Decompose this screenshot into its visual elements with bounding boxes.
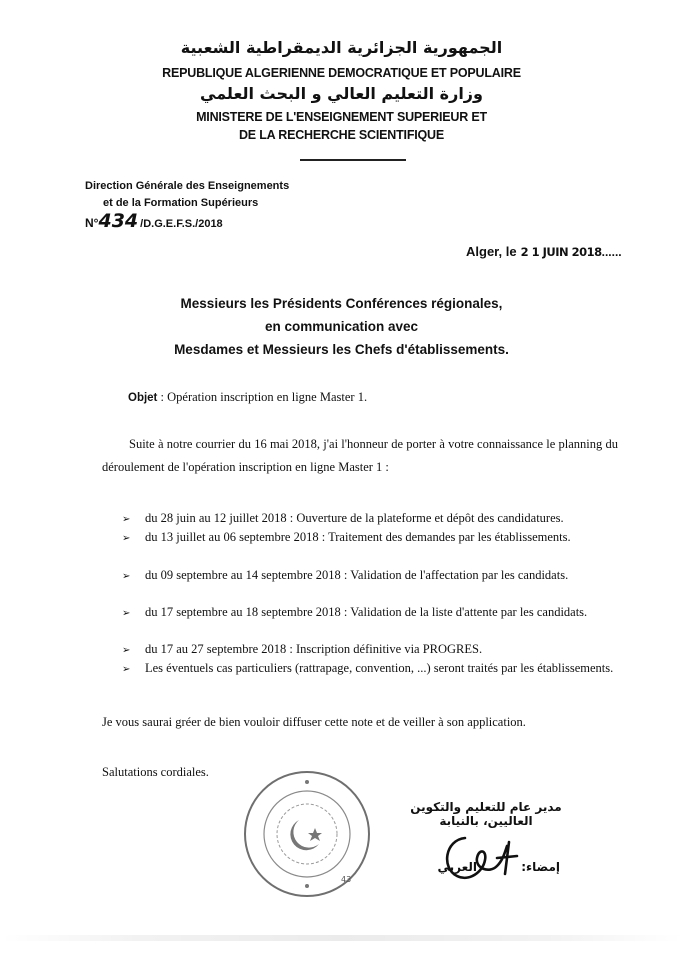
reference-number <box>85 210 223 232</box>
signatory-name <box>380 860 560 874</box>
signatory-name-value: العربي <box>437 860 477 874</box>
schedule-item: Les éventuels cas particuliers (rattrapage, convention, ...) seront traités par les établissements. <box>145 661 614 675</box>
bullet-icon: ➢ <box>122 664 131 675</box>
schedule-item: du 13 juillet au 06 septembre 2018 : Traitement des demandes par les établissements. <box>145 530 571 544</box>
salutation: Salutations cordiales. <box>102 765 209 779</box>
signatory-name-prefix: إمضاء: <box>521 860 560 874</box>
recipients-line3: Mesdames et Messieurs les Chefs d'établissements. <box>174 342 509 357</box>
official-stamp <box>241 768 373 900</box>
signature-scribble <box>435 828 525 888</box>
bullet-icon: ➢ <box>122 514 131 525</box>
place-label: Alger, le <box>466 244 517 259</box>
place-date <box>466 243 622 261</box>
recipients-line1: Messieurs les Présidents Conférences régionales, <box>180 296 503 311</box>
date-dots: ...... <box>601 245 622 259</box>
bullet-icon: ➢ <box>122 645 131 656</box>
ministry-title-line2: DE LA RECHERCHE SCIENTIFIQUE <box>238 128 445 142</box>
subject-label: Objet <box>128 392 158 404</box>
bullet-icon: ➢ <box>122 608 131 619</box>
ref-handwritten-number: 434 <box>98 210 139 232</box>
schedule-item: du 09 septembre au 14 septembre 2018 : Validation de l'affectation par les candidats. <box>145 568 569 582</box>
intro-paragraph: Suite à notre courrier du 16 mai 2018, j'ai l'honneur de porter à votre connaissance le planning du déroulement de l'opération inscription en ligne Master 1 : <box>102 437 618 474</box>
svg-text:43: 43 <box>341 875 352 884</box>
schedule-list <box>0 510 683 700</box>
subject-text: : Opération inscription en ligne Master 1. <box>157 390 368 404</box>
bullet-icon: ➢ <box>122 533 131 544</box>
page-bottom-shadow <box>0 935 683 941</box>
ref-suffix: /D.G.E.F.S./2018 <box>140 218 223 230</box>
official-stamp-seal <box>241 768 373 900</box>
header-divider <box>300 159 406 161</box>
arabic-ministry-title: وزارة التعليم العالي و البحث العلمي <box>200 84 483 103</box>
closing-paragraph: Je vous saurai gréer de bien vouloir diffuser cette note et de veiller à son application. <box>102 715 526 729</box>
direction-line2: et de la Formation Supérieurs <box>103 197 259 209</box>
ministry-title-line1: MINISTERE DE L'ENSEIGNEMENT SUPERIEUR ET <box>196 110 487 124</box>
ref-prefix: N° <box>85 216 99 230</box>
recipients-line2: en communication avec <box>264 319 419 334</box>
arabic-republic-title: الجمهورية الجزائرية الديمقراطية الشعبية <box>180 38 503 57</box>
subject-line <box>128 389 367 407</box>
signatory-title: مدير عام للتعليم والتكوين العاليين، بالنيابة <box>410 800 562 828</box>
direction-line1: Direction Générale des Enseignements <box>85 180 290 192</box>
date-stamp: 2 1 JUIN 2018 <box>520 245 602 259</box>
republic-title: REPUBLIQUE ALGERIENNE DEMOCRATIQUE ET POPULAIRE <box>162 66 521 80</box>
bullet-icon: ➢ <box>122 571 131 582</box>
handwritten-signature <box>435 828 525 888</box>
schedule-item: du 17 septembre au 18 septembre 2018 : Validation de la liste d'attente par les candidats. <box>145 605 588 619</box>
schedule-item: du 17 au 27 septembre 2018 : Inscription définitive via PROGRES. <box>145 642 483 656</box>
schedule-item: du 28 juin au 12 juillet 2018 : Ouverture de la plateforme et dépôt des candidatures. <box>145 511 564 525</box>
